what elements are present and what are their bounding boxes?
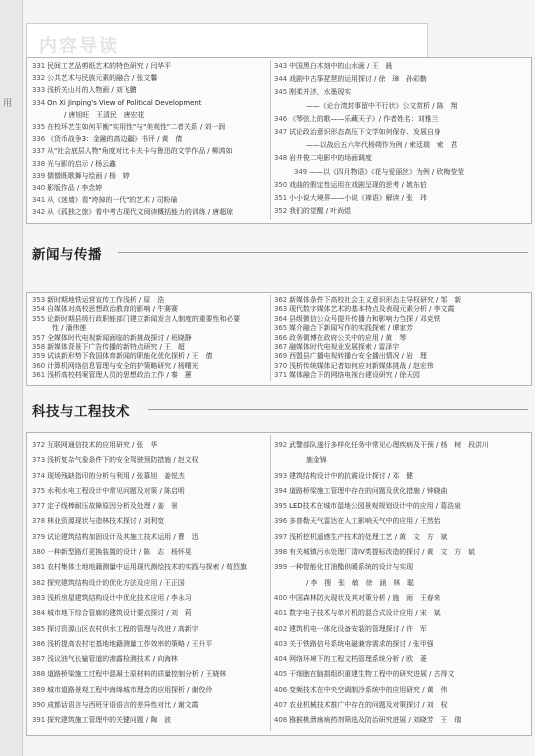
toc-entry-title: 城市道路景观工程中海绵城市理念的应用探析 / 谢佼伶: [47, 685, 213, 694]
toc-page-number: 335: [32, 122, 46, 131]
toc-entry: [274, 352, 528, 361]
section2-title-rule: [118, 252, 528, 253]
toc-entry-title: 关于铁路信号系统电磁兼容需求的探讨 / 张甲强: [289, 639, 434, 648]
toc-page-number: 391: [32, 716, 46, 725]
toc-entry-title: 城市地下综合管廊的建筑设计要点探讨 / 刘 莉: [47, 609, 192, 618]
toc-entry-title: 互联网通信技术的应用研究 / 张 华: [47, 441, 158, 449]
toc-entry: [32, 606, 268, 621]
toc-entry-title: 浅议油气长输管道的渗露检测技术 / 向海林: [47, 655, 178, 664]
toc-entry: [274, 591, 528, 606]
section2-left-column: [32, 296, 268, 381]
toc-entry: [32, 72, 268, 84]
toc-page-number: 401: [274, 609, 288, 618]
toc-entry-title: 融媒体时代电视业发展探索 / 雷泽宇: [289, 342, 400, 351]
toc-page-number: 400: [274, 593, 288, 602]
toc-entry: [32, 158, 268, 170]
toc-page-number: 364: [274, 314, 288, 323]
toc-page-number: 375: [32, 486, 46, 495]
toc-page-number: 342: [32, 208, 46, 217]
toc-page-number: 381: [32, 563, 46, 572]
toc-entry: [274, 324, 528, 333]
toc-page-number: 378: [32, 517, 46, 526]
faded-header-title: 内容导读: [39, 36, 119, 57]
toc-entry-title: 西盟县广播电视转播台安全播出情况 / 岩 理: [289, 352, 427, 361]
toc-entry: [32, 545, 268, 560]
toc-page-number: 383: [32, 593, 46, 602]
toc-entry: [32, 453, 268, 468]
toc-entry-title: 建筑机电一体化设备安装的管理探讨 / 许 军: [289, 624, 427, 633]
toc-entry: [32, 591, 268, 606]
toc-entry: [274, 637, 528, 652]
toc-entry: [274, 166, 528, 179]
toc-entry: [274, 100, 528, 113]
toc-page-number: 396: [274, 517, 288, 526]
toc-entry: [274, 545, 528, 560]
side-character: 用: [3, 99, 13, 109]
toc-entry: [32, 637, 268, 652]
section2-title: 新闻与传播: [32, 247, 102, 263]
toc-entry: [274, 652, 528, 667]
toc-entry-title: 一种智能化甘油酯供暖系统的设计与实现: [289, 563, 414, 572]
toc-entry-title: 公共艺术与民族元素的融合 / 张文馨: [47, 74, 158, 83]
toc-entry: [32, 60, 268, 72]
toc-entry-title: ——《论台湾封事留中不行状》公文赏析 / 陈 翔: [306, 101, 458, 110]
toc-entry: [274, 698, 528, 713]
toc-entry-title: 道路桥梁施工过程中混凝土原材料的质量控制分析 / 王晓林: [47, 670, 227, 679]
toc-page-number: 399: [274, 563, 288, 572]
toc-page-number: 366: [274, 333, 288, 342]
toc-page-number: 346: [274, 114, 288, 123]
toc-entry-title: ——以战后五六年代杨朔作为例 / 索廷瑞 索 君: [306, 141, 458, 150]
toc-page-number: 395: [274, 502, 288, 511]
toc-entry-title: 浅析挖机遥感生产技术的处理工艺 / 黄 文 方 斌: [289, 532, 448, 541]
toc-entry: [274, 453, 528, 468]
toc-entry: [274, 667, 528, 682]
toc-entry: [32, 296, 268, 305]
toc-entry: [32, 121, 268, 133]
toc-page-number: 373: [32, 456, 46, 465]
toc-entry-title: 在校环艺生如何平衡"实用性"与"美观性"二者关系 / 刘一润: [47, 122, 226, 131]
toc-page-number: 380: [32, 548, 46, 557]
toc-page-number: 334: [32, 98, 46, 107]
toc-entry: [32, 170, 268, 182]
toc-page-number: 408: [274, 716, 288, 725]
toc-entry: [32, 145, 268, 157]
toc-entry: [32, 530, 268, 545]
toc-entry: [32, 343, 268, 352]
toc-page-number: 357: [32, 333, 46, 342]
toc-entry-title: 县级微信公众号提升传播力和影响力刍探 / 邓克铁: [289, 314, 441, 323]
toc-entry-title: 自媒体对高校思想政治教育的影响 / 牛赛赛: [47, 305, 178, 314]
toc-entry: [274, 296, 528, 305]
toc-entry-title: 浅析复杂气象条件下的安全驾驶预防措施 / 赵文权: [47, 456, 199, 465]
toc-entry-title: 武警部队遂行多样化任务中常见心理疾病及干预 / 杨 树 段洪川: [289, 441, 489, 449]
toc-entry-title: 林业资源现状与造林技术探讨 / 刘利宽: [47, 517, 165, 526]
toc-page-number: 343: [274, 62, 288, 70]
toc-page-number: 340: [32, 183, 46, 192]
toc-page-number: 348: [274, 154, 288, 163]
toc-entry-title: 《货币战争3：金融的高边疆》书评 / 黄 倩: [47, 135, 183, 144]
toc-page-number: 350: [274, 180, 288, 189]
section3-left-column: [32, 438, 268, 729]
toc-entry-title: / 唐旭旺 王清民 唐宏花: [64, 110, 145, 119]
toc-entry: [32, 667, 268, 682]
toc-entry-title: 从"社会底层人物"角度对比卡夫卡与鲁迅的文学作品 / 柳鸿如: [47, 147, 233, 156]
toc-page-number: 347: [274, 127, 288, 136]
toc-entry: [32, 484, 268, 499]
toc-entry-title: 猕猴桃溃疡病药剂筛选及防治研究进展 / 刘晓芳 王 瑞: [289, 716, 462, 725]
toc-entry-title: 儒僧既歌舞与绘画 / 杨 婷: [47, 171, 130, 180]
toc-entry: [32, 622, 268, 637]
toc-entry-title: 性 / 潘伟莲: [52, 324, 87, 333]
toc-entry-title: 成都话语言与西班牙语语言的差异性对比 / 谢文霞: [47, 701, 199, 710]
toc-entry: [32, 362, 268, 371]
toc-entry-title: 小小说大境界——小说《禅语》解读 / 张 玮: [289, 193, 427, 202]
toc-entry-title: 农业机械技术推广中存在的问题及对策探讨 / 刘 权: [289, 701, 448, 710]
toc-page-number: 372: [32, 441, 46, 449]
toc-entry: [32, 713, 268, 728]
toc-entry: [274, 683, 528, 698]
toc-entry-title: 试谈新形势下我国体育新闻的职能化优化探析 / 王 倩: [47, 352, 213, 361]
section1-divider: [270, 60, 271, 220]
toc-entry-title: LED技术在城市湿地公园景观规划设计中的应用 / 葛浩泉: [289, 502, 461, 511]
toc-page-number: 352: [274, 207, 288, 216]
toc-page-number: 344: [274, 75, 288, 84]
toc-entry-title: ——以《四月物语》《花与爱丽丝》为例 / 欣梅莹莹: [309, 167, 465, 176]
toc-entry-title: 光与影的启示 / 杨云鑫: [47, 159, 116, 168]
toc-entry-title: 民间工艺品剪纸艺术的特色研究 / 闫华平: [47, 62, 171, 70]
toc-entry-title: 刚柔并济，水墨现实: [289, 88, 352, 97]
toc-entry: [32, 576, 268, 591]
toc-page-number: 359: [32, 352, 46, 361]
toc-entry: [32, 133, 268, 145]
toc-entry-title: 浅析传统媒体记者如何应对新媒体挑战 / 赵宏伟: [289, 361, 434, 370]
toc-page-number: 405: [274, 670, 288, 679]
toc-entry-title: 施金锦: [306, 456, 327, 465]
toc-entry: [32, 698, 268, 713]
toc-entry-title: 中国森林防火现状及其对策分析 / 施 雨 王春来: [289, 593, 441, 602]
toc-entry: [274, 139, 528, 152]
toc-entry: [32, 305, 268, 314]
toc-page-number: 358: [32, 342, 46, 351]
toc-page-number: 382: [32, 578, 46, 587]
toc-entry-title: 媒体融合下的网络电视台建设研究 / 徐天园: [289, 371, 420, 380]
toc-entry: [32, 469, 268, 484]
toc-entry-title: 政务微博在政府公关中的应用 / 黄 琴: [289, 333, 407, 342]
toc-entry: [274, 152, 528, 165]
toc-entry: [32, 371, 268, 380]
toc-entry: [32, 352, 268, 361]
toc-entry-title: 媒介融合下新闻写作的实践探索 / 谭家芳: [289, 324, 413, 333]
toc-page-number: 397: [274, 532, 288, 541]
toc-entry: [32, 324, 268, 333]
toc-entry: [274, 192, 528, 205]
toc-entry: [274, 469, 528, 484]
toc-entry: [274, 606, 528, 621]
toc-entry-title: 从《迷墙》看"垮掉的一代"的艺术 / 司粉瑜: [47, 196, 178, 205]
toc-entry-title: 干细胞在脑损组织重建生物工程中的研究进展 / 古得文: [289, 670, 455, 679]
toc-page-number: 363: [274, 305, 288, 314]
toc-page-number: 337: [32, 147, 46, 156]
toc-entry-title: 中国黑白木刻中的山水画 / 王 晨: [289, 62, 393, 70]
toc-page-number: 402: [274, 624, 288, 633]
toc-entry: [32, 499, 268, 514]
toc-page-number: 390: [32, 701, 46, 710]
toc-entry: [274, 499, 528, 514]
toc-entry-title: 网络环境下的工程文档管理系统分析 / 欧 菱: [289, 655, 427, 664]
toc-entry-title: 试论政治意识形态高压下文学如何保存、发展自身: [289, 127, 441, 136]
toc-entry-title: 农村集体土地地籍测量中运用现代测绘技术的实践与探索 / 荀烈旗: [47, 563, 247, 572]
section1-right-column: [274, 60, 528, 218]
toc-page-number: 389: [32, 685, 46, 694]
toc-entry-title: 从《孤独之旅》看中考古现代文阅读概括能力的训练 / 唐超琼: [47, 208, 234, 217]
toc-entry-title: 一种新型路灯更换装置的设计 / 陈 志 杨怀晃: [47, 548, 192, 557]
section2-divider: [270, 295, 271, 381]
toc-entry: [274, 713, 528, 728]
toc-entry: [274, 334, 528, 343]
toc-entry-title: 影版作品 / 李念婷: [47, 183, 103, 192]
toc-page-number: 367: [274, 342, 288, 351]
toc-entry-title: 计算机网络信息管理与安全的护策略研究 / 杨曙光: [47, 361, 199, 370]
toc-entry: [32, 438, 268, 453]
toc-entry: [274, 73, 528, 86]
toc-entry: [274, 438, 528, 453]
toc-page-number: 351: [274, 193, 288, 202]
toc-page-number: 394: [274, 486, 288, 495]
toc-page-number: 387: [32, 655, 46, 664]
toc-page-number: 377: [32, 502, 46, 511]
toc-entry: [32, 182, 268, 194]
toc-page-number: 370: [274, 361, 288, 370]
toc-entry: [274, 315, 528, 324]
toc-page-number: 385: [32, 624, 46, 633]
toc-entry: [274, 530, 528, 545]
toc-page-number: 339: [32, 171, 46, 180]
toc-entry-title: 论新时期县级行政职能部门建立新闻发言人制度的重要性和必要: [47, 314, 241, 323]
toc-page-number: 371: [274, 371, 288, 380]
toc-entry-title: 数字电子技术与单片机的混合式设计应用 / 宋 斌: [289, 609, 441, 618]
section3-title: 科技与工程技术: [32, 404, 130, 420]
toc-page-number: 388: [32, 670, 46, 679]
toc-entry: [274, 371, 528, 380]
toc-page-number: 369: [274, 352, 288, 361]
toc-entry-title: 现代数字媒体艺术的基本特点及表现元素分析 / 李文霞: [289, 305, 455, 314]
toc-entry: [32, 84, 268, 96]
toc-page-number: 379: [32, 532, 46, 541]
toc-entry-title: 戏曲的假定性运用在戏剧呈现的思考 / 姚东伯: [289, 180, 427, 189]
toc-entry-title: 水利水电工程设计中常见问题及对策 / 陈启明: [47, 486, 185, 495]
toc-page-number: 384: [32, 609, 46, 618]
toc-entry-title: 全媒体时代电视新闻面临的新挑战探讨 / 班晓静: [47, 333, 192, 342]
toc-page-number: 360: [32, 361, 46, 370]
toc-entry: [32, 97, 268, 109]
toc-entry-title: 有关城镇污水处理厂清IV类提标改造的探讨 / 黄 文 方 斌: [289, 548, 475, 557]
section2-right-column: [274, 296, 528, 381]
toc-entry-title: 建筑结构设计中的抗震设计探讨 / 邓 健: [289, 471, 413, 480]
page-spine: [0, 0, 23, 756]
toc-entry-title: 浅析房屋建筑结构设计中优化技术应用 / 李永习: [47, 593, 192, 602]
toc-page-number: 354: [32, 305, 46, 314]
toc-entry: [274, 362, 528, 371]
toc-page-number: 362: [274, 296, 288, 304]
toc-page-number: 398: [274, 548, 288, 557]
toc-entry-title: 浅析提高农村宅基地地籍测量工作效率的策略 / 王升平: [47, 639, 213, 648]
toc-entry: [274, 179, 528, 192]
section3-divider: [270, 435, 271, 731]
toc-entry: [274, 343, 528, 352]
toc-page-number: 345: [274, 88, 288, 97]
toc-page-number: 349: [294, 167, 308, 176]
toc-entry: [274, 60, 528, 73]
toc-entry-title: 定子线棒耐压故障原因分析及处理 / 姜 景: [47, 502, 178, 511]
toc-entry: [274, 86, 528, 99]
toc-entry-title: 探究建筑结构设计的优化方法及应用 / 王正国: [47, 578, 185, 587]
toc-entry: [274, 622, 528, 637]
toc-entry: [274, 205, 528, 218]
toc-page-number: 338: [32, 159, 46, 168]
toc-entry-title: 《琴弦上的歌——乐藏天子》/ 作者姓名：刘雅兰: [289, 114, 439, 123]
toc-page-number: 365: [274, 324, 288, 333]
toc-page-number: 386: [32, 639, 46, 648]
toc-entry-title: 探讨资源山区农村供水工程的管理与改进 / 高新宇: [47, 624, 199, 633]
toc-page-number: 406: [274, 685, 288, 694]
toc-entry: [32, 194, 268, 206]
toc-entry: [274, 113, 528, 126]
toc-entry: [32, 560, 268, 575]
toc-entry-title: 新时期地铁运营宣传工作浅析 / 原 浩: [47, 296, 165, 304]
toc-entry-title: 戏剧中古筝琵琶的运用探讨 / 徐 璋 孙彩勤: [289, 75, 427, 84]
toc-entry-title: 新媒体背景下广告传播的新特点研究 / 王 超: [47, 342, 185, 351]
toc-entry: [32, 514, 268, 529]
toc-entry-title: 现场残缺指印的分析与利用 / 张慕旭 姜悦杰: [47, 471, 185, 480]
toc-page-number: 333: [32, 86, 46, 95]
toc-entry-title: 浅析高校档案管理人员的思想政治工作 / 秦 蕙: [47, 371, 192, 380]
toc-entry: [274, 305, 528, 314]
toc-entry-title: On Xi Jinping's View of Political Development: [47, 98, 202, 107]
section3-right-column: [274, 438, 528, 729]
section-header-box: [26, 23, 428, 59]
toc-entry-title: 变频技术在中央空调制冷系统中的应用研究 / 黄 伟: [289, 685, 448, 694]
toc-entry: [274, 484, 528, 499]
toc-page-number: 341: [32, 196, 46, 205]
toc-page-number: 336: [32, 135, 46, 144]
toc-entry-title: 道路桥梁施工管理中存在的问题及优化措施 / 钟晓曲: [289, 486, 448, 495]
toc-entry: [32, 683, 268, 698]
toc-page-number: 393: [274, 471, 288, 480]
toc-entry-title: 多普勒天气雷达在人工影响天气中的应用 / 王然怡: [289, 517, 441, 526]
toc-entry: [274, 126, 528, 139]
toc-page-number: 392: [274, 441, 288, 449]
toc-entry-title: 浅析关山月的人物画 / 刘飞鹏: [47, 86, 137, 95]
toc-entry: [32, 109, 268, 121]
toc-entry-title: 试论建筑结构加固设计及其施工技术运用 / 曹 迅: [47, 532, 199, 541]
toc-entry-title: 我们的觉醒 / 叶尚煜: [289, 207, 351, 216]
toc-entry-title: 新媒体条件下高校社会主义意识形态主导权研究 / 邹 新: [289, 296, 462, 304]
section1-left-column: [32, 60, 268, 218]
toc-page-number: 403: [274, 639, 288, 648]
toc-entry: [32, 315, 268, 324]
toc-page-number: 353: [32, 296, 46, 304]
toc-entry: [274, 576, 528, 591]
toc-page-number: 407: [274, 701, 288, 710]
toc-entry: [274, 560, 528, 575]
toc-page-number: 361: [32, 371, 46, 380]
toc-entry: [32, 334, 268, 343]
toc-page-number: 404: [274, 655, 288, 664]
section3-title-rule: [148, 409, 528, 410]
toc-entry: [32, 652, 268, 667]
toc-entry: [274, 514, 528, 529]
toc-page-number: 355: [32, 314, 46, 323]
toc-entry: [32, 206, 268, 218]
toc-page-number: 332: [32, 74, 46, 83]
toc-entry-title: 岩井俊二电影中的场面调度: [289, 154, 372, 163]
toc-page-number: 374: [32, 471, 46, 480]
toc-entry-title: 探究建筑施工管理中的关键问题 / 陶 波: [47, 716, 171, 725]
toc-entry-title: / 李 搜 张 敏 徐 涵 林 聪: [306, 578, 414, 587]
toc-page-number: 331: [32, 62, 46, 70]
